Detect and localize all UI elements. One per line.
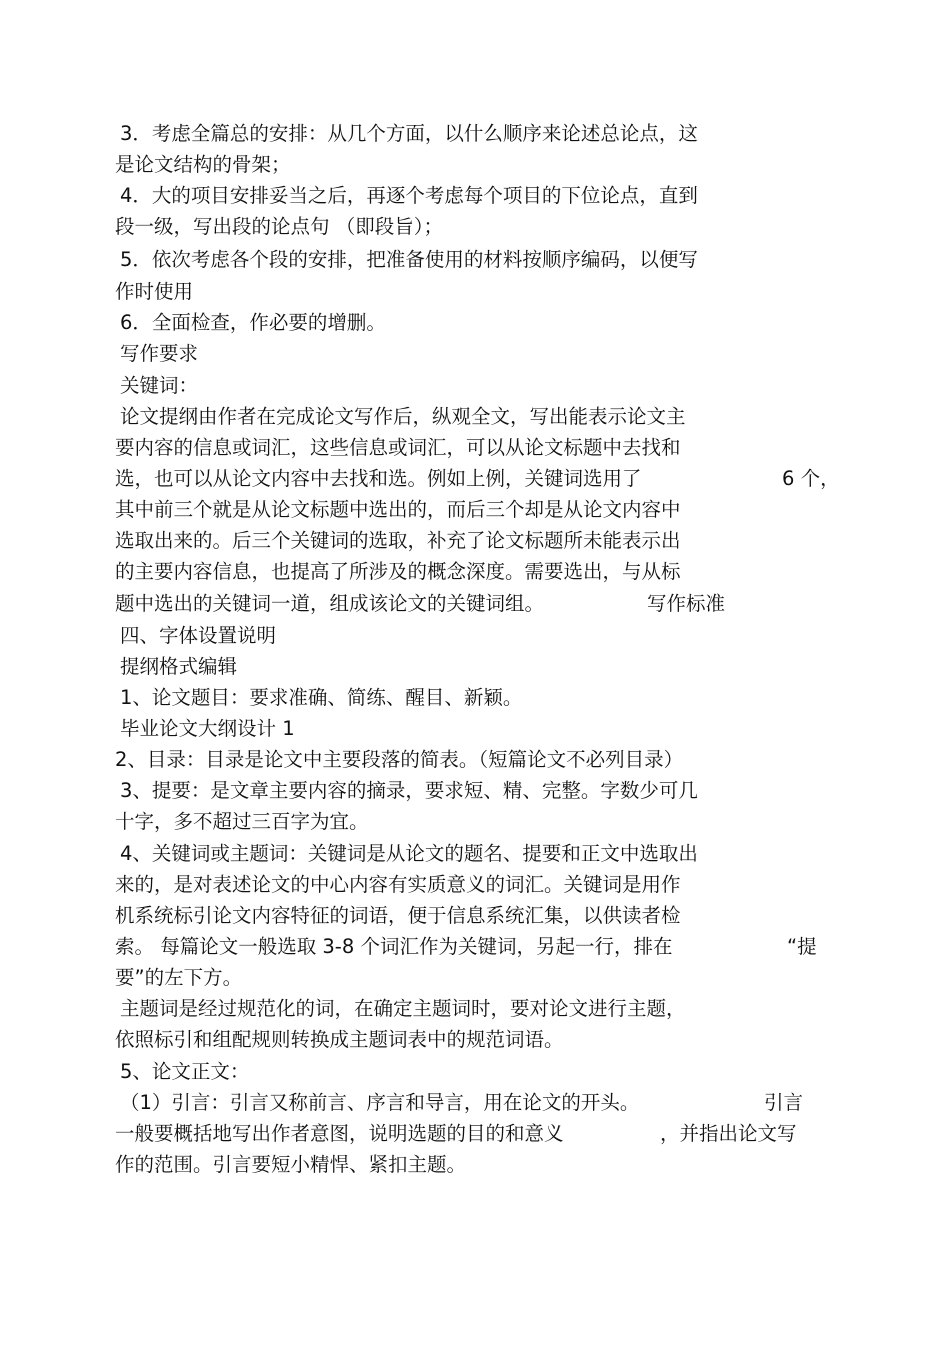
text-line: 其中前三个就是从论文标题中选出的，而后三个却是从论文内容中 xyxy=(115,498,681,521)
section-heading: 写作标准 xyxy=(647,592,726,615)
text-line: 段一级，写出段的论点句 （即段旨）； xyxy=(115,215,443,238)
text-line: 3．考虑全篇总的安排：从几个方面，以什么顺序来论述总论点，这 xyxy=(120,122,698,145)
text-line: 5．依次考虑各个段的安排，把准备使用的材料按顺序编码，以便写 xyxy=(120,248,698,271)
section-heading: 提纲格式编辑 xyxy=(120,655,238,678)
text-line: 1、论文题目：要求准确、简练、醒目、新颖。 xyxy=(120,686,523,709)
section-heading: 5、论文正文： xyxy=(120,1060,250,1083)
text-line: 题中选出的关键词一道，组成该论文的关键词组。 xyxy=(115,592,545,615)
text-line: 是论文结构的骨架； xyxy=(115,153,291,176)
text-line: （1）引言：引言又称前言、序言和导言，用在论文的开头。 xyxy=(120,1091,640,1114)
text-line: 4、关键词或主题词：关键词是从论文的题名、提要和正文中选取出 xyxy=(120,842,698,865)
text-line: 索。 每篇论文一般选取 3-8 个词汇作为关键词，另起一行，排在 xyxy=(115,935,673,958)
text-line: 2、目录：目录是论文中主要段落的简表。（短篇论文不必列目录） xyxy=(115,748,684,771)
text-line: 论文提纲由作者在完成论文写作后，纵观全文，写出能表示论文主 xyxy=(120,405,686,428)
text-line: 选取出来的。后三个关键词的选取，补充了论文标题所未能表示出 xyxy=(115,529,681,552)
text-line: 机系统标引论文内容特征的词语，便于信息系统汇集，以供读者检 xyxy=(115,904,681,927)
text-line: 6．全面检查，作必要的增删。 xyxy=(120,311,386,334)
text-line: 主题词是经过规范化的词，在确定主题词时，要对论文进行主题， xyxy=(120,997,686,1020)
text-line: 6 个， xyxy=(782,467,840,490)
text-line: “提 xyxy=(787,935,817,958)
text-line: 的主要内容信息，也提高了所涉及的概念深度。需要选出，与从标 xyxy=(115,560,681,583)
text-line: 要”的左下方。 xyxy=(115,966,243,989)
section-heading: 四、字体设置说明 xyxy=(120,624,277,647)
text-line: ，并指出论文写 xyxy=(660,1122,797,1145)
text-line: 作时使用 xyxy=(115,280,194,303)
section-heading: 关键词： xyxy=(120,374,199,397)
text-line: 作的范围。引言要短小精悍、紧扣主题。 xyxy=(115,1153,467,1176)
text-line: 十字，多不超过三百字为宜。 xyxy=(115,810,369,833)
text-line: 一般要概括地写出作者意图，说明选题的目的和意义 xyxy=(115,1122,564,1145)
section-heading: 毕业论文大纲设计 1 xyxy=(120,717,295,740)
text-line: 来的，是对表述论文的中心内容有实质意义的词汇。关键词是用作 xyxy=(115,873,681,896)
text-line: 要内容的信息或词汇，这些信息或词汇，可以从论文标题中去找和 xyxy=(115,436,681,459)
text-line: 选，也可以从论文内容中去找和选。例如上例，关键词选用了 xyxy=(115,467,642,490)
text-line: 4．大的项目安排妥当之后，再逐个考虑每个项目的下位论点，直到 xyxy=(120,184,698,207)
text-line: 依照标引和组配规则转换成主题词表中的规范词语。 xyxy=(115,1028,564,1051)
text-line: 引言 xyxy=(764,1091,804,1114)
text-line: 3、提要：是文章主要内容的摘录，要求短、精、完整。字数少可几 xyxy=(120,779,698,802)
section-heading: 写作要求 xyxy=(120,342,199,365)
